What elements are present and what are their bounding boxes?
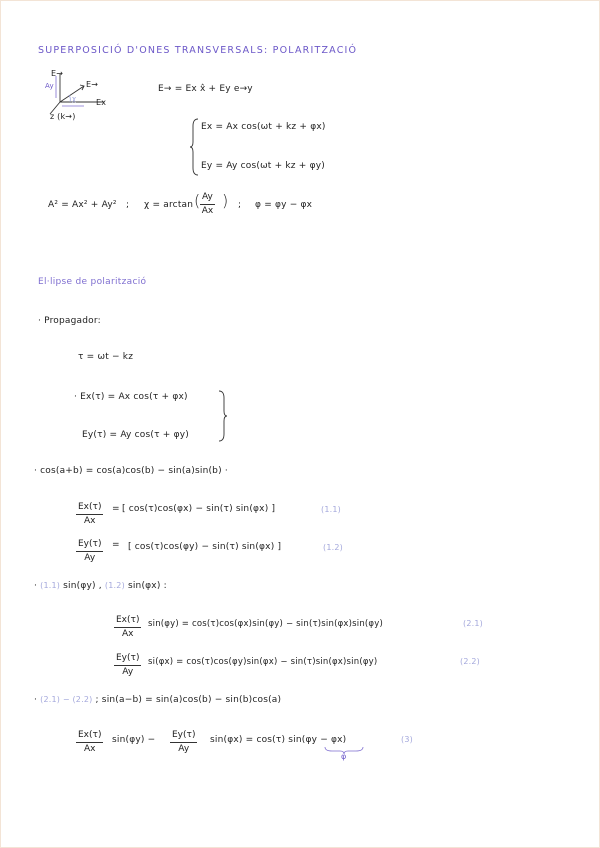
diagram-label-e-top: E→ bbox=[86, 80, 99, 89]
eq22-ref: (2.2) bbox=[460, 657, 480, 666]
ex-tau-equation: · Ex(τ) = Ax cos(τ + φx) bbox=[74, 392, 188, 402]
eq22-num: Ey(τ) bbox=[114, 653, 141, 666]
eq12-ref: (1.2) bbox=[323, 543, 343, 552]
eq11-ref: (1.1) bbox=[321, 505, 341, 514]
propagador-label: · Propagador: bbox=[38, 316, 101, 326]
amplitude-equation: A² = Ax² + Ay² bbox=[48, 200, 117, 210]
diagram-label-z: z (k→) bbox=[50, 112, 76, 121]
page-title: SUPERPOSICIÓ D'ONES TRANSVERSALS: POLARITZACIÓ bbox=[38, 45, 358, 56]
eq12-equals: = bbox=[112, 540, 120, 550]
e-vector-equation: E→ = Ex x̂ + Ey e→y bbox=[158, 84, 253, 94]
eq3-under-phi: φ bbox=[341, 752, 347, 761]
multiply-instruction bbox=[34, 581, 167, 591]
multiply-text-a: sin(φy) , bbox=[60, 581, 105, 591]
chi-paren-open: ( bbox=[194, 191, 201, 210]
multiply-ref-a: (1.1) bbox=[40, 581, 61, 590]
eq3-num1: Ex(τ) bbox=[76, 730, 103, 743]
multiply-ref-b: (1.2) bbox=[104, 581, 125, 590]
eq11-num: Ex(τ) bbox=[76, 502, 103, 515]
diagram-label-ay: Ay bbox=[45, 82, 54, 90]
system-brace bbox=[190, 118, 200, 176]
chi-fraction-num: Ay bbox=[200, 192, 215, 205]
chi-fraction bbox=[200, 192, 215, 217]
sin-difference-identity: ; sin(a−b) = sin(a)cos(b) − sin(b)cos(a) bbox=[92, 695, 282, 705]
eq3-fraction-2 bbox=[170, 730, 197, 755]
eq12-num: Ey(τ) bbox=[76, 539, 103, 552]
eq3-rhs: sin(φx) = cos(τ) sin(φy − φx) bbox=[210, 735, 347, 745]
subtract-ref: (2.1) − (2.2) bbox=[40, 695, 93, 704]
diagram-label-chi: χ bbox=[72, 95, 77, 103]
eq12-fraction bbox=[76, 539, 103, 564]
tau-definition: τ = ωt − kz bbox=[78, 352, 134, 362]
tau-system-brace bbox=[218, 390, 228, 442]
phase-difference-equation: φ = φy − φx bbox=[255, 200, 313, 210]
eq3-den1: Ax bbox=[83, 744, 96, 754]
system-eq-ex: Ex = Ax cos(ωt + kz + φx) bbox=[201, 122, 326, 132]
eq22-fraction bbox=[114, 653, 141, 678]
eq11-equals: = bbox=[112, 504, 120, 514]
multiply-bullet: · bbox=[34, 581, 41, 591]
diagram-label-ex: Ex bbox=[96, 98, 107, 107]
eq11-rhs: [ cos(τ)cos(φx) − sin(τ) sin(φx) ] bbox=[122, 504, 276, 514]
multiply-text-b: sin(φx) : bbox=[124, 581, 167, 591]
chi-paren-close: ) bbox=[222, 191, 229, 210]
eq12-rhs: [ cos(τ)cos(φy) − sin(τ) sin(φx) ] bbox=[128, 542, 282, 552]
chi-equation-lhs: χ = arctan bbox=[144, 200, 194, 210]
eq21-den: Ax bbox=[121, 629, 134, 639]
eq3-den2: Ay bbox=[178, 744, 190, 754]
subtract-instruction bbox=[34, 695, 281, 705]
eq3-fraction-1 bbox=[76, 730, 103, 755]
section-heading-ellipse: El·lipse de polarització bbox=[38, 277, 147, 287]
separator-2: ; bbox=[238, 200, 242, 210]
eq21-num: Ex(τ) bbox=[114, 615, 141, 628]
eq11-den: Ax bbox=[83, 516, 96, 526]
eq21-ref: (2.1) bbox=[463, 619, 483, 628]
ey-tau-equation: Ey(τ) = Ay cos(τ + φy) bbox=[82, 430, 189, 440]
eq22-rhs: si(φx) = cos(τ)cos(φy)sin(φx) − sin(τ)sin(φx)sin(φy) bbox=[148, 657, 378, 667]
eq3-ref: (3) bbox=[401, 735, 413, 744]
cos-sum-identity: · cos(a+b) = cos(a)cos(b) − sin(a)sin(b) · bbox=[34, 466, 228, 476]
system-eq-ey: Ey = Ay cos(ωt + kz + φy) bbox=[201, 161, 325, 171]
eq12-den: Ay bbox=[84, 553, 96, 563]
chi-fraction-den: Ax bbox=[201, 206, 214, 216]
diagram-label-e: E→ bbox=[51, 69, 64, 78]
eq11-fraction bbox=[76, 502, 103, 527]
eq21-fraction bbox=[114, 615, 141, 640]
subtract-bullet: · bbox=[34, 695, 41, 705]
separator-1: ; bbox=[126, 200, 130, 210]
eq22-den: Ay bbox=[122, 667, 134, 677]
eq3-mid: sin(φy) − bbox=[112, 735, 156, 745]
eq21-rhs: sin(φy) = cos(τ)cos(φx)sin(φy) − sin(τ)sin(φx)sin(φy) bbox=[148, 619, 383, 629]
eq3-num2: Ey(τ) bbox=[170, 730, 197, 743]
